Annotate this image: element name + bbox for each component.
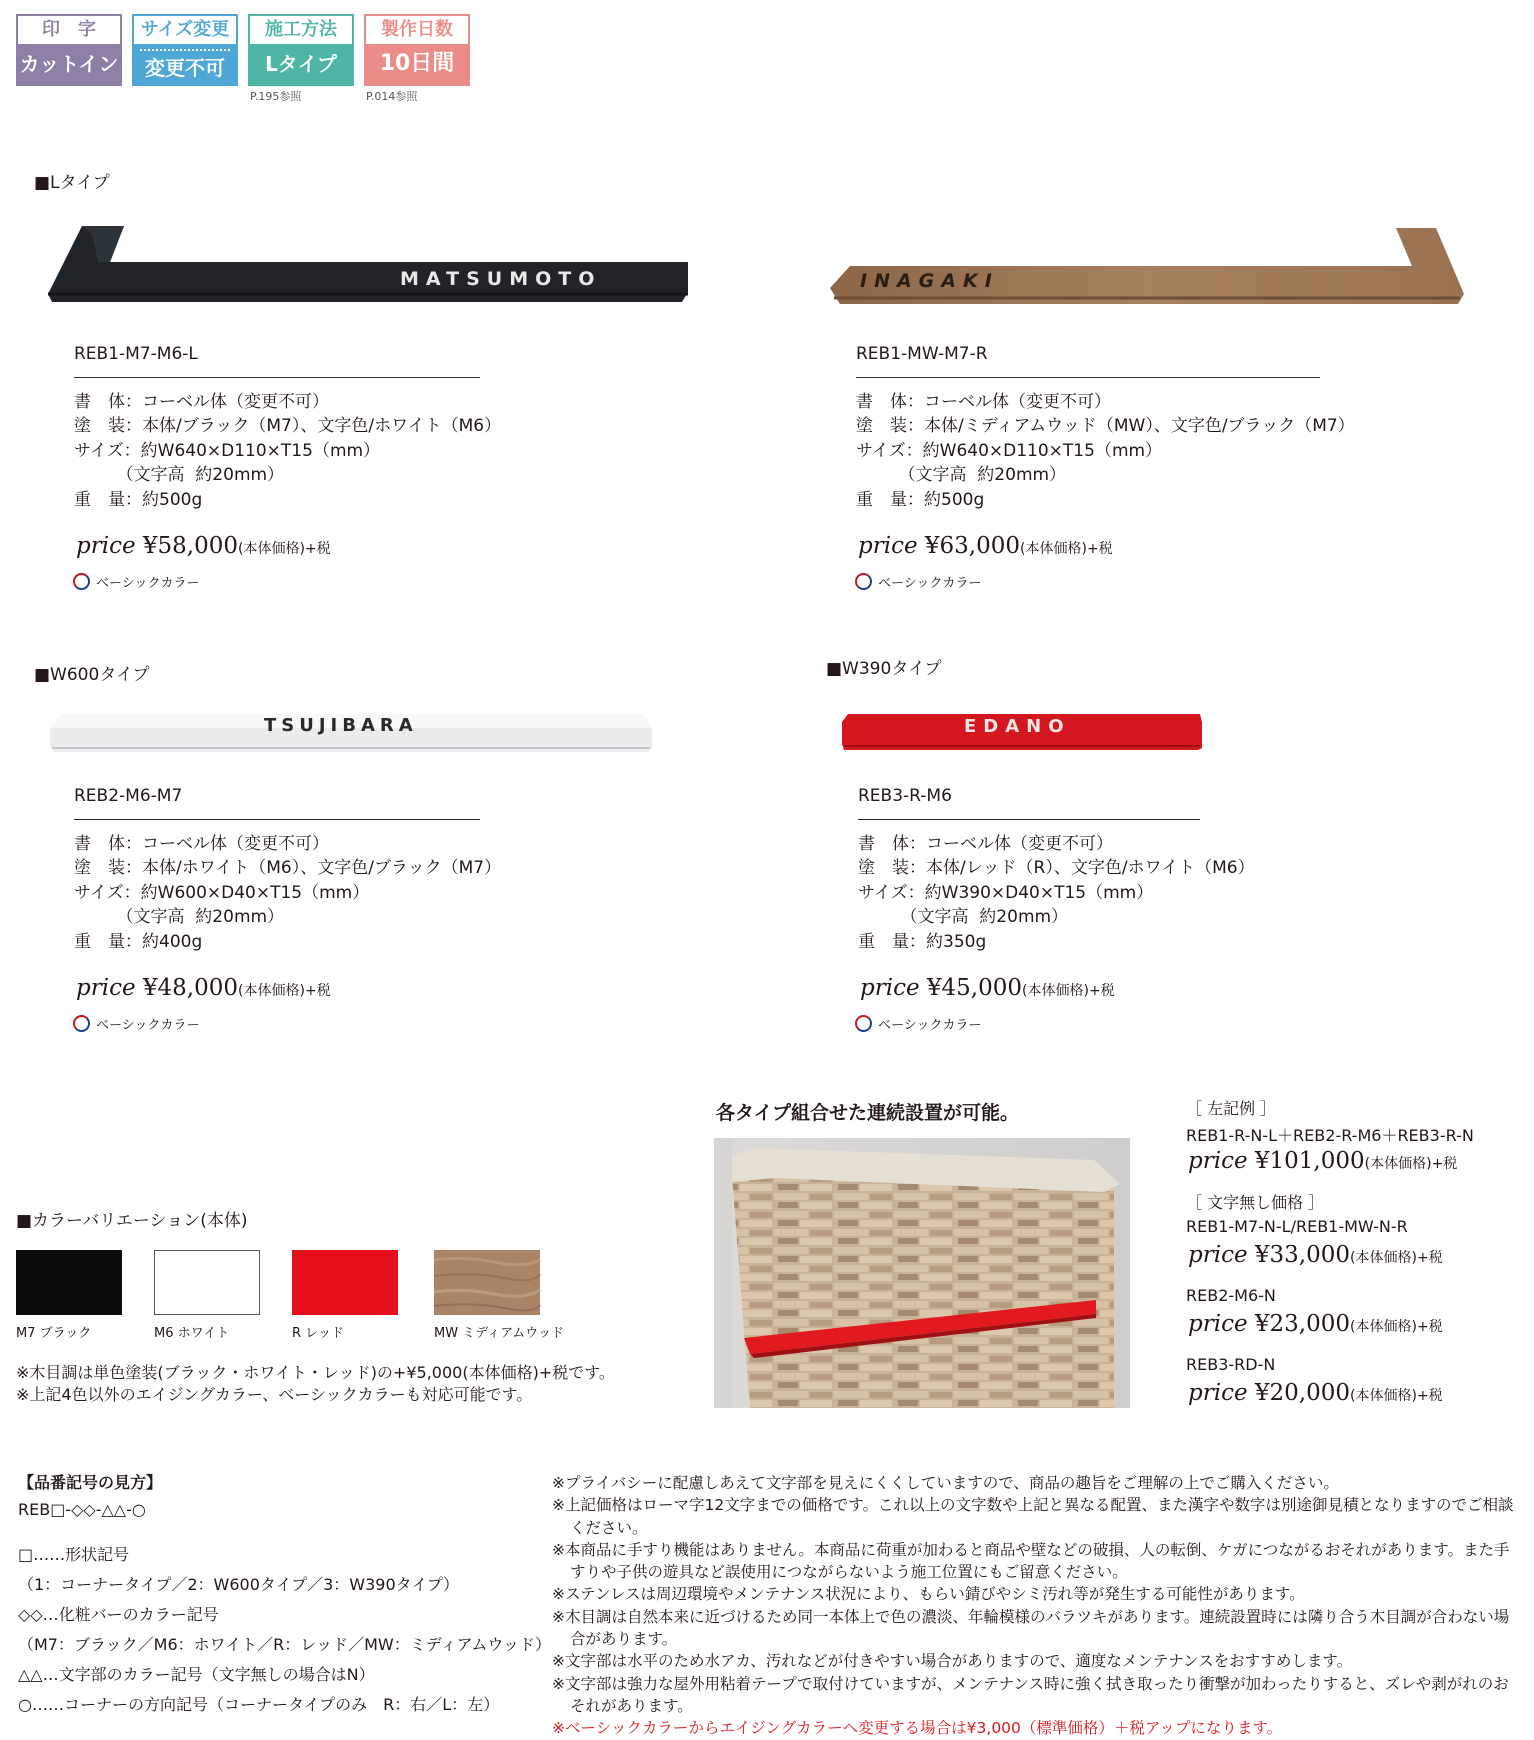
badge-days-ref: P.014参照	[366, 90, 418, 103]
notes-list	[552, 1472, 1522, 1740]
product-1-spec-height: （文字高 約20mm）	[74, 465, 285, 485]
product-1-rule	[74, 377, 480, 378]
price-value: ¥20,000	[1254, 1380, 1351, 1406]
legend-line-2: （1：コーナータイプ／2：W600タイプ／3：W390タイプ）	[18, 1575, 460, 1594]
price-word: price	[860, 975, 920, 1001]
badge-print-bottom: カットイン	[18, 44, 120, 84]
section-title-color-variation: ■カラーバリエーション(本体)	[16, 1211, 248, 1231]
price-value: ¥63,000	[924, 533, 1021, 559]
basic-color-label: ベーシックカラー	[96, 576, 200, 591]
note-item: ※木目調は自然本来に近づけるため同一本体上で色の濃淡、年輪模様のバラツキがあります。連続設置時には隣り合う木目調が合わない場合があります。	[552, 1607, 1510, 1649]
swatch-medium-wood-label: MW ミディアムウッド	[434, 1326, 564, 1341]
product-3-spec-weight: 重 量：約400g	[74, 932, 203, 952]
product-1-price	[76, 533, 331, 559]
section-title-w600: ■W600タイプ	[34, 665, 150, 685]
combo-example-models: REB1-R-N-L＋REB2-R-M6＋REB3-R-N	[1186, 1126, 1474, 1145]
price-word: price	[1188, 1380, 1248, 1406]
price-suffix: (本体価格)	[1350, 1250, 1417, 1266]
price-word: price	[858, 533, 918, 559]
product-3-spec-height: （文字高 約20mm）	[74, 907, 285, 927]
price-suffix: (本体価格)	[1350, 1319, 1417, 1335]
badge-install-ref: P.195参照	[250, 90, 302, 103]
note-item: ※ステンレスは周辺環境やメンテナンス状況により、もらい錆びやシミ汚れ等が発生する可能性があります。	[552, 1585, 1305, 1604]
note-item: ※プライバシーに配慮しあえて文字部を見えにくくしていますので、商品の趣旨をご理解の上でご購入ください。	[552, 1474, 1339, 1492]
legend-title: 【品番記号の見方】	[18, 1473, 163, 1492]
price-value: ¥45,000	[926, 975, 1023, 1001]
product-2-spec-height: （文字高 約20mm）	[856, 465, 1067, 485]
note-item: ※本商品に手すり機能はありません。本商品に荷重が加わると商品や壁などの破損、人の転倒、ケガにつながるおそれがあります。また手すりや子供の遊具など誤使用につながらないよう施工位置にもご留意ください。	[552, 1540, 1510, 1582]
badge-size-top: サイズ変更	[134, 16, 236, 44]
price-value: ¥48,000	[142, 975, 239, 1001]
price-suffix: (本体価格)	[1020, 541, 1087, 557]
product-3-model: REB2-M6-M7	[74, 786, 183, 806]
product-3-basic-color	[73, 1014, 199, 1033]
badge-install-bottom: Lタイプ	[250, 44, 352, 84]
product-1-spec-weight: 重 量：約500g	[74, 490, 203, 510]
product-4-rule	[858, 819, 1200, 820]
legend-line-5: △△…文字部のカラー記号（文字無しの場合はN）	[18, 1665, 375, 1684]
basic-color-icon	[855, 573, 872, 590]
combo-item-2-price	[1188, 1311, 1443, 1337]
combo-heading: 各タイプ組合せた連続設置が可能。	[716, 1102, 1020, 1124]
badge-size-dots	[140, 49, 230, 51]
product-1-spec-paint: 塗 装：本体/ブラック（M7）、文字色/ホワイト（M6）	[74, 416, 502, 436]
note-item: ※文字部は水平のため水アカ、汚れなどが付きやすい場合がありますので、適度なメンテナンスをおすすめします。	[552, 1652, 1353, 1671]
combo-example-price	[1188, 1148, 1457, 1174]
product-4-spec-size: サイズ：約W390×D40×T15（mm）	[858, 883, 1154, 903]
note-item: ※文字部は強力な屋外用粘着テープで取付けていますが、メンテナンス時に強く拭き取ったり衝撃が加わったりすると、ズレや剥がれのおそれがあります。	[552, 1674, 1509, 1715]
product-1-basic-color	[73, 572, 199, 591]
legend-pattern: REB□-◇◇-△△-○	[18, 1500, 146, 1519]
combo-example-label: ［ 左記例 ］	[1186, 1099, 1277, 1118]
price-value: ¥58,000	[142, 533, 239, 559]
badge-print	[16, 14, 122, 86]
product-4-model: REB3-R-M6	[858, 786, 952, 806]
swatch-red	[292, 1250, 398, 1315]
product-2-spec-weight: 重 量：約500g	[856, 490, 985, 510]
price-word: price	[1188, 1311, 1248, 1337]
price-suffix: (本体価格)	[238, 541, 305, 557]
swatch-white-label: M6 ホワイト	[154, 1326, 230, 1341]
price-suffix: (本体価格)	[1364, 1156, 1432, 1172]
product-1-model: REB1-M7-M6-L	[74, 344, 198, 364]
price-tax: +税	[1416, 1319, 1443, 1335]
basic-color-label: ベーシックカラー	[96, 1018, 200, 1033]
price-tax: +税	[1416, 1388, 1443, 1404]
swatch-red-label: R レッド	[292, 1326, 345, 1341]
product-4-basic-color	[855, 1014, 981, 1033]
product-4-spec-weight: 重 量：約350g	[858, 932, 987, 952]
plate-inagaki-text: INAGAKI	[860, 270, 999, 292]
product-1-spec-font: 書 体：コーベル体（変更不可）	[74, 392, 329, 412]
plate-inagaki-image	[830, 224, 1476, 308]
legend-line-3: ◇◇…化粧バーのカラー記号	[18, 1605, 219, 1624]
price-word: price	[1188, 1242, 1248, 1268]
section-title-w390: ■W390タイプ	[826, 659, 942, 679]
color-note-1: ※木目調は単色塗装(ブラック・ホワイト・レッド)の+¥5,000(本体価格)+税です。	[16, 1363, 615, 1382]
product-3-price	[76, 975, 331, 1001]
price-value: ¥33,000	[1254, 1242, 1351, 1268]
combo-item-1-model: REB1-M7-N-L/REB1-MW-N-R	[1186, 1217, 1408, 1236]
combo-item-3-price	[1188, 1380, 1443, 1406]
price-tax: +税	[304, 983, 331, 999]
basic-color-icon	[855, 1015, 872, 1032]
price-word: price	[1188, 1148, 1248, 1174]
combo-photo	[714, 1138, 1130, 1408]
product-4-spec-paint: 塗 装：本体/レッド（R）、文字色/ホワイト（M6）	[858, 858, 1255, 878]
price-tax: +税	[304, 541, 331, 557]
price-word: price	[76, 533, 136, 559]
legend-line-6: ○……コーナーの方向記号（コーナータイプのみ R：右／L：左）	[18, 1695, 500, 1714]
price-tax: +税	[1431, 1156, 1458, 1172]
badge-size	[132, 14, 238, 86]
color-note-2: ※上記4色以外のエイジングカラー、ベーシックカラーも対応可能です。	[16, 1385, 533, 1404]
price-word: price	[76, 975, 136, 1001]
product-3-rule	[74, 819, 480, 820]
product-3-spec-size: サイズ：約W600×D40×T15（mm）	[74, 883, 370, 903]
product-1-spec-size: サイズ：約W640×D110×T15（mm）	[74, 441, 381, 461]
product-4-spec-height: （文字高 約20mm）	[858, 907, 1069, 927]
product-3-spec-font: 書 体：コーベル体（変更不可）	[74, 834, 329, 854]
product-2-basic-color	[855, 572, 981, 591]
product-2-spec-paint: 塗 装：本体/ミディアムウッド（MW）、文字色/ブラック（M7）	[856, 416, 1355, 436]
plate-edano-text: EDANO	[964, 716, 1071, 737]
price-tax: +税	[1086, 541, 1113, 557]
price-suffix: (本体価格)	[238, 983, 305, 999]
badge-days	[364, 14, 470, 86]
note-item-red: ※ベーシックカラーからエイジングカラーへ変更する場合は¥3,000（標準価格）＋税アップになります。	[552, 1719, 1283, 1738]
basic-color-icon	[73, 573, 90, 590]
product-2-rule	[856, 377, 1320, 378]
badge-days-top: 製作日数	[366, 16, 468, 44]
plate-matsumoto-image	[48, 222, 694, 306]
basic-color-label: ベーシックカラー	[878, 576, 982, 591]
price-suffix: (本体価格)	[1022, 983, 1089, 999]
legend-line-4: （M7：ブラック／M6：ホワイト／R：レッド／MW：ミディアムウッド）	[18, 1635, 552, 1654]
legend-line-1: □……形状記号	[18, 1545, 130, 1564]
product-3-spec-paint: 塗 装：本体/ホワイト（M6）、文字色/ブラック（M7）	[74, 858, 502, 878]
product-4-price	[860, 975, 1115, 1001]
product-4-spec-font: 書 体：コーベル体（変更不可）	[858, 834, 1113, 854]
swatch-white	[154, 1250, 260, 1315]
note-item: ※上記価格はローマ字12文字までの価格です。これ以上の文字数や上記と異なる配置、また漢字や数字は別途御見積となりますのでご相談ください。	[552, 1496, 1514, 1537]
combo-no-text-label: ［ 文字無し価格 ］	[1186, 1193, 1325, 1212]
product-2-spec-size: サイズ：約W640×D110×T15（mm）	[856, 441, 1163, 461]
product-2-spec-font: 書 体：コーベル体（変更不可）	[856, 392, 1111, 412]
badge-print-top: 印 字	[18, 16, 120, 44]
combo-item-2-model: REB2-M6-N	[1186, 1286, 1276, 1305]
section-title-l-type: ■Lタイプ	[34, 173, 110, 193]
swatch-black	[16, 1250, 122, 1315]
badge-days-bottom: 10日間	[366, 44, 468, 84]
basic-color-label: ベーシックカラー	[878, 1018, 982, 1033]
combo-item-3-model: REB3-RD-N	[1186, 1355, 1276, 1374]
price-tax: +税	[1088, 983, 1115, 999]
badge-install	[248, 14, 354, 86]
badge-install-top: 施工方法	[250, 16, 352, 44]
combo-item-1-price	[1188, 1242, 1443, 1268]
badge-size-bottom: 変更不可	[134, 44, 236, 84]
price-value: ¥23,000	[1254, 1311, 1351, 1337]
plate-tsujibara-text: TSUJIBARA	[264, 715, 418, 736]
plate-matsumoto-text: MATSUMOTO	[400, 268, 602, 290]
product-2-model: REB1-MW-M7-R	[856, 344, 988, 364]
product-2-price	[858, 533, 1113, 559]
price-tax: +税	[1416, 1250, 1443, 1266]
price-value: ¥101,000	[1254, 1148, 1365, 1174]
price-suffix: (本体価格)	[1350, 1388, 1417, 1404]
swatch-black-label: M7 ブラック	[16, 1326, 92, 1341]
swatch-medium-wood	[434, 1250, 540, 1315]
basic-color-icon	[73, 1015, 90, 1032]
